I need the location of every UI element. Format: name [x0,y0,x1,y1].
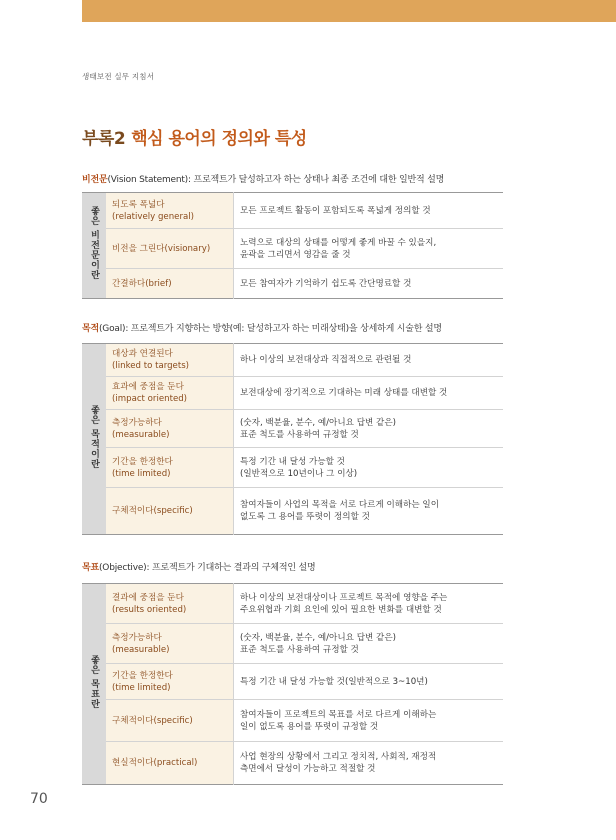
objective-key: 목표 [82,563,99,573]
running-header: 생태보전 실무 지침서 [82,72,155,81]
criterion-text: 하나 이상의 보전대상과 직접적으로 관련될 것 [234,344,504,377]
objective-side-label: 좋은 목표란 [82,584,106,785]
table-row [82,742,503,785]
criterion-label: 결과에 중점을 둔다 (results oriented) [106,584,234,624]
criterion-label: 측정가능하다 (measurable) [106,624,234,664]
criterion-label: 기간을 한정한다 (time limited) [106,664,234,700]
criterion-text: 보전대상에 장기적으로 기대하는 미래 상태를 대변할 것 [234,377,504,410]
table-row [82,344,503,377]
page-title [82,124,307,149]
appendix-title: 핵심 용어의 정의와 특성 [131,129,307,149]
table-row [82,269,503,299]
criterion-text: (숫자, 백분율, 분수, 예/아니요 답변 같은) 표준 척도를 사용하여 규정할 것 [234,410,504,448]
table-row [82,700,503,742]
criterion-label: 비전을 그린다(visionary) [106,229,234,269]
criterion-text: 하나 이상의 보전대상이나 프로젝트 목적에 영향을 주는 주요위협과 기회 요인에 있어 필요한 변화를 대변할 것 [234,584,504,624]
appendix-label: 부록2 [82,129,126,149]
goal-table [82,343,503,535]
criterion-text: 모든 참여자가 기억하기 쉽도록 간단명료할 것 [240,278,412,289]
goal-intro [82,321,442,334]
criterion-label: 간결하다(brief) [106,269,234,299]
goal-side-label: 좋은 목적이란 [82,344,106,535]
page-number: 70 [30,791,48,807]
criterion-label: 현실적이다(practical) [106,742,234,785]
table-row [82,488,503,535]
vision-side-label: 좋은 비전문이란 [82,193,106,299]
criterion-label: 구체적이다(specific) [106,700,234,742]
table-row [82,193,503,229]
criterion-label: 되도록 폭넓다 (relatively general) [106,193,234,229]
criterion-text: (숫자, 백분율, 분수, 예/아니요 답변 같은) 표준 척도를 사용하여 규정할 것 [234,624,504,664]
criterion-label: 효과에 중점을 둔다 (impact oriented) [106,377,234,410]
table-row [82,624,503,664]
criterion-label: 대상과 연결된다 (linked to targets) [106,344,234,377]
criterion-label: 측정가능하다 (measurable) [106,410,234,448]
vision-intro [82,172,444,185]
criterion-text: 사업 현장의 상황에서 그리고 정치적, 사회적, 재정적 측면에서 달성이 가능하고 적절할 것 [240,752,437,774]
criterion-text: 특정 기간 내 달성 가능할 것 (일반적으로 10년이나 그 이상) [234,448,504,488]
goal-key: 목적 [82,324,99,334]
top-color-bar [82,0,616,22]
criterion-text: 참여자들이 사업의 목적을 서로 다르게 이해하는 일이 없도록 그 용어를 뚜렷이 정의할 것 [240,500,440,522]
criterion-label: 구체적이다(specific) [106,488,234,535]
criterion-text: 참여자들이 프로젝트의 목표를 서로 다르게 이해하는 일이 없도록 용어를 뚜렷이 규정할 것 [234,700,504,742]
vision-key: 비전문 [82,175,108,185]
table-row [82,448,503,488]
vision-table [82,192,503,299]
objective-intro [82,560,316,573]
criterion-text: 모든 프로젝트 활동이 포함되도록 폭넓게 정의할 것 [234,193,504,229]
objective-desc: (Objective): 프로젝트가 기대하는 결과의 구체적인 설명 [99,563,316,573]
criterion-label: 기간을 한정한다 (time limited) [106,448,234,488]
table-row [82,410,503,448]
table-row [82,377,503,410]
criterion-text: 노력으로 대상의 상태를 어떻게 좋게 바꿀 수 있을지, 윤곽을 그리면서 영감을 줄 것 [234,229,504,269]
vision-desc: (Vision Statement): 프로젝트가 달성하고자 하는 상태나 최종 조건에 대한 일반적 설명 [107,175,445,185]
objective-table [82,583,503,785]
goal-desc: (Goal): 프로젝트가 지향하는 방향(예: 달성하고자 하는 미래상태)을 상세하게 시술한 설명 [99,324,442,334]
criterion-text: 특정 기간 내 달성 가능할 것(일반적으로 3~10년) [234,664,504,700]
table-row [82,664,503,700]
table-row [82,229,503,269]
table-row [82,584,503,624]
